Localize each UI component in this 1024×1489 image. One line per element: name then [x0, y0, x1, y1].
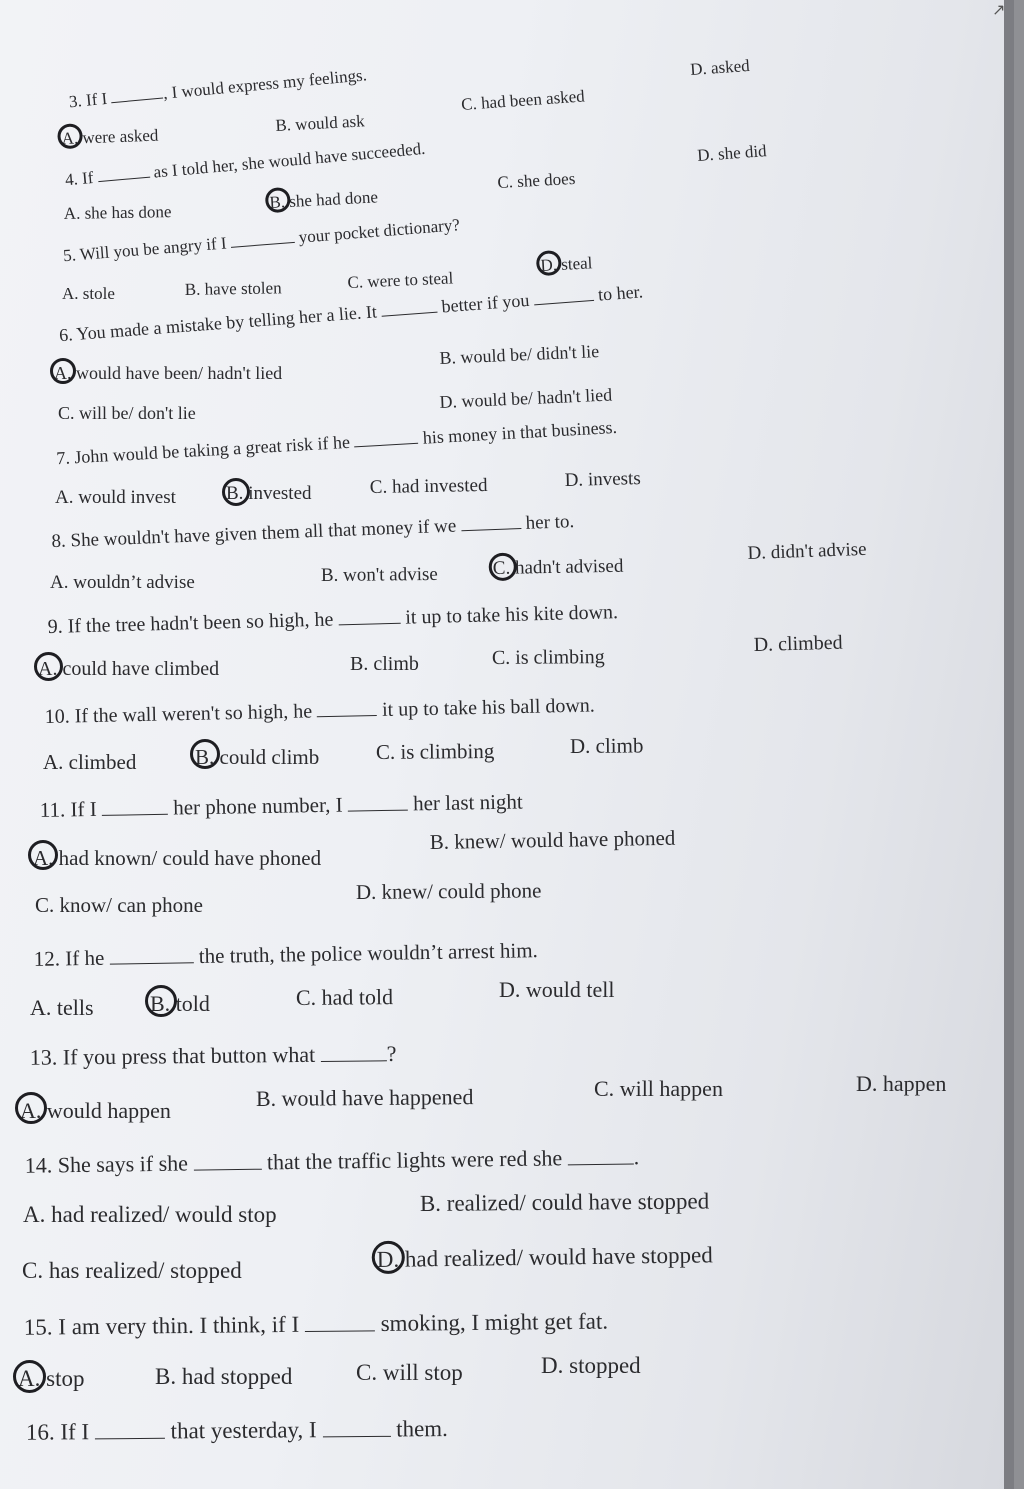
option-letter: C. — [347, 272, 364, 293]
answer-option-c — [370, 475, 488, 499]
option-letter: B. — [350, 653, 369, 675]
option-text: tells — [51, 995, 94, 1020]
question-text: . — [633, 1144, 640, 1170]
question-text: her to. — [520, 511, 575, 535]
question-text: If I — [70, 796, 103, 822]
question-stem — [30, 1040, 397, 1071]
option-text: would be/ didn't lie — [455, 341, 600, 368]
question-number: 9. — [47, 615, 63, 639]
option-letter: B. — [255, 1085, 277, 1111]
question-text: She wouldn't have given them all that money if we — [70, 515, 462, 552]
answer-option-a — [55, 487, 176, 509]
question-text: , I would express my feelings. — [162, 65, 368, 103]
answer-option-b — [350, 653, 419, 676]
option-letter: B. — [439, 347, 457, 369]
answer-option-d — [570, 733, 644, 759]
option-text: had told — [315, 984, 394, 1010]
answer-option-a — [23, 1202, 277, 1228]
option-text: had realized/ would have stopped — [399, 1242, 713, 1272]
option-letter: A. — [55, 487, 74, 508]
option-text: won't advise — [338, 563, 438, 586]
question-text: your pocket dictionary? — [293, 215, 461, 248]
answer-option-b — [275, 111, 365, 136]
question-text: his money in that business. — [417, 416, 618, 448]
question-stem — [40, 789, 523, 823]
answer-blank — [338, 605, 400, 626]
answer-option-a — [30, 995, 94, 1021]
option-text: were to steal — [362, 268, 454, 292]
selected-answer-circle — [145, 985, 177, 1017]
option-text: she did — [713, 141, 768, 164]
answer-option-a — [18, 1366, 84, 1392]
option-letter: D. — [747, 542, 767, 565]
answer-option-a — [62, 284, 115, 304]
question-text: If the tree hadn't been so high, he — [67, 608, 339, 638]
question-number: 4. — [64, 169, 79, 190]
option-text: stole — [78, 284, 115, 303]
answer-blank — [348, 791, 408, 812]
answer-option-b — [321, 564, 438, 587]
answer-option-d — [856, 1071, 946, 1097]
option-letter: D. — [753, 633, 774, 657]
answer-option-c — [497, 169, 576, 193]
answer-option-b — [195, 745, 319, 770]
option-text: will happen — [614, 1076, 723, 1101]
question-text: If I — [60, 1419, 95, 1445]
answer-option-d — [747, 539, 867, 565]
answer-option-b — [430, 826, 676, 855]
question-text: them. — [390, 1416, 448, 1442]
answer-option-a — [38, 658, 219, 681]
answer-option-a — [64, 202, 172, 224]
answer-blank — [317, 697, 377, 717]
question-text: If the wall weren't so high, he — [74, 700, 318, 728]
option-letter: C. — [493, 558, 511, 579]
option-text: would have been/ hadn't lied — [71, 363, 283, 383]
question-text: the truth, the police wouldn’t arrest him. — [193, 938, 539, 969]
answer-option-d — [499, 977, 615, 1003]
option-text: she has done — [80, 202, 172, 223]
question-number: 11. — [39, 797, 66, 822]
option-letter: D. — [569, 733, 591, 759]
question-stem — [47, 599, 618, 639]
answer-option-a — [61, 126, 158, 149]
option-text: would ask — [290, 111, 366, 135]
corner-mark: ↗ — [992, 0, 1006, 19]
question-number: 16. — [25, 1419, 55, 1445]
option-text: asked — [706, 55, 751, 78]
answer-option-b — [256, 1084, 474, 1112]
option-text: hadn't advised — [510, 555, 624, 579]
option-letter: A. — [50, 572, 69, 593]
option-letter: B. — [274, 115, 292, 136]
option-letter: D. — [355, 879, 377, 905]
answer-blank — [321, 1040, 387, 1061]
answer-option-d — [690, 56, 751, 80]
answer-blank — [193, 1149, 261, 1171]
answer-option-d — [377, 1242, 713, 1273]
option-letter: D. — [689, 58, 708, 80]
option-text: would be/ hadn't lied — [456, 384, 613, 412]
question-text: If I — [85, 88, 113, 110]
answer-option-a — [43, 750, 136, 775]
option-letter: B. — [419, 1190, 442, 1216]
answer-blank — [102, 795, 168, 816]
option-text: could have climbed — [57, 658, 220, 680]
option-letter: C. — [58, 403, 75, 423]
option-text: would have happened — [275, 1084, 474, 1111]
answer-option-b — [226, 483, 312, 505]
option-text: climb — [368, 653, 419, 675]
option-text: is climbing — [510, 646, 605, 669]
option-letter: A. — [61, 128, 78, 148]
option-letter: D. — [377, 1247, 400, 1272]
answer-blank — [230, 227, 295, 248]
option-letter: B. — [195, 745, 214, 769]
question-text: ? — [386, 1040, 397, 1067]
option-letter: A. — [30, 995, 52, 1020]
option-text: had realized/ would stop — [45, 1202, 277, 1227]
answer-option-d — [697, 141, 768, 166]
selected-answer-circle — [13, 1360, 46, 1393]
question-text: She says if she — [57, 1150, 194, 1178]
option-letter: A. — [38, 658, 57, 680]
answer-option-b — [420, 1188, 710, 1217]
option-letter: B. — [150, 991, 170, 1016]
answer-blank — [380, 296, 437, 317]
question-text: You made a mistake by telling her a lie. It — [75, 301, 382, 344]
answer-option-a — [54, 363, 282, 384]
option-letter: D. — [696, 144, 715, 166]
option-letter: A. — [62, 284, 79, 303]
question-stem — [51, 509, 575, 553]
answer-option-a — [20, 1098, 171, 1124]
option-text: will be/ don't lie — [74, 403, 196, 423]
option-letter: C. — [375, 739, 396, 765]
option-text: wouldn’t advise — [68, 572, 195, 593]
question-stem — [68, 64, 368, 112]
answer-blank — [110, 83, 163, 104]
question-text: as I told her, she would have succeeded. — [148, 138, 427, 182]
option-text: had been asked — [476, 86, 586, 113]
option-text: climbed — [772, 631, 843, 656]
option-letter: C. — [356, 1360, 378, 1385]
question-number: 5. — [62, 245, 77, 266]
answer-option-c — [493, 556, 624, 580]
answer-option-a — [50, 572, 195, 594]
option-letter: D. — [856, 1071, 878, 1096]
answer-blank — [95, 1417, 165, 1439]
answer-option-c — [35, 893, 203, 918]
option-text: realized/ could have stopped — [440, 1188, 710, 1216]
option-letter: B. — [155, 1364, 177, 1389]
question-text: John would be taking a great risk if he — [73, 431, 355, 468]
option-text: would happen — [41, 1098, 171, 1123]
question-number: 12. — [33, 946, 61, 971]
answer-option-c — [356, 1360, 463, 1386]
option-text: would tell — [520, 977, 615, 1002]
question-text: that the traffic lights were red she — [261, 1145, 568, 1175]
option-text: has realized/ stopped — [43, 1258, 242, 1283]
question-text: that yesterday, I — [164, 1417, 323, 1444]
selected-answer-circle — [222, 478, 250, 506]
answer-blank — [109, 943, 193, 964]
question-stem — [26, 1414, 448, 1445]
question-text: Will you be angry if I — [79, 233, 232, 264]
option-letter: D. — [564, 469, 584, 492]
question-text: to her. — [592, 281, 644, 306]
question-text: her phone number, I — [167, 792, 349, 820]
option-letter: A. — [63, 203, 81, 224]
option-letter: A. — [54, 363, 72, 383]
answer-option-c — [347, 268, 454, 293]
answer-option-c — [58, 403, 196, 424]
option-letter: C. — [369, 476, 388, 499]
option-text: she had done — [284, 187, 379, 212]
option-text: knew/ would have phoned — [448, 825, 676, 854]
question-text: better if you — [436, 289, 535, 317]
option-letter: A. — [43, 750, 64, 774]
answer-option-d — [753, 632, 842, 657]
question-stem — [44, 692, 595, 729]
answer-option-c — [461, 86, 586, 115]
option-letter: B. — [320, 564, 339, 587]
option-letter: B. — [184, 279, 201, 300]
question-number: 10. — [44, 705, 70, 729]
option-letter: A. — [20, 1098, 41, 1123]
answer-option-d — [439, 384, 612, 413]
question-number: 6. — [58, 324, 74, 346]
option-letter: C. — [491, 646, 511, 670]
option-text: had stopped — [176, 1364, 293, 1389]
question-text: If you press that button what — [62, 1041, 321, 1070]
option-text: is climbing — [395, 738, 495, 764]
answer-blank — [567, 1144, 633, 1166]
option-text: could climb — [214, 745, 320, 769]
answer-option-c — [492, 646, 605, 670]
option-letter: A. — [33, 846, 53, 870]
answer-option-b — [155, 1364, 292, 1390]
answer-option-d — [540, 253, 593, 276]
answer-blank — [322, 1415, 390, 1437]
answer-blank — [461, 511, 522, 531]
answer-blank — [354, 427, 419, 448]
question-number: 3. — [68, 91, 83, 112]
question-number: 15. — [23, 1314, 53, 1340]
option-text: stop — [40, 1366, 85, 1391]
answer-option-d — [356, 878, 542, 905]
answer-option-b — [150, 991, 210, 1017]
selected-answer-circle — [190, 739, 220, 769]
option-letter: C. — [496, 172, 514, 193]
option-letter: B. — [226, 483, 243, 504]
answer-option-c — [376, 739, 495, 765]
answer-blank — [97, 162, 150, 183]
option-text: would invest — [73, 487, 176, 508]
option-text: she does — [512, 168, 576, 192]
selected-answer-circle — [15, 1092, 47, 1124]
selected-answer-circle — [50, 358, 76, 384]
option-letter: C. — [22, 1258, 44, 1283]
option-text: didn't advise — [765, 538, 867, 564]
option-letter: A. — [23, 1202, 46, 1227]
question-number: 7. — [55, 447, 71, 469]
option-letter: D. — [439, 391, 458, 413]
question-text: smoking, I might get fat. — [374, 1308, 609, 1337]
question-text: it up to take his ball down. — [376, 694, 596, 722]
option-text: have stolen — [200, 278, 282, 299]
page-edge-shadow — [1004, 0, 1014, 1489]
option-letter: C. — [35, 893, 55, 917]
option-letter: D. — [541, 1353, 564, 1378]
selected-answer-circle — [28, 840, 58, 870]
option-letter: B. — [429, 829, 450, 855]
question-number: 8. — [51, 530, 67, 553]
option-text: know/ can phone — [54, 893, 203, 917]
answer-option-c — [296, 984, 393, 1011]
option-letter: C. — [295, 984, 317, 1011]
question-number: 14. — [24, 1152, 53, 1178]
option-text: steal — [556, 253, 593, 275]
answer-option-c — [594, 1076, 723, 1102]
selected-answer-circle — [34, 652, 63, 681]
option-letter: B. — [269, 192, 286, 212]
answer-option-d — [541, 1353, 641, 1379]
question-stem — [34, 937, 538, 972]
option-letter: C. — [594, 1076, 615, 1101]
option-text: will stop — [377, 1360, 463, 1385]
answer-option-b — [439, 341, 600, 369]
option-text: had invested — [387, 474, 488, 498]
answer-blank — [305, 1309, 375, 1331]
answer-option-b — [185, 278, 282, 300]
question-text: I am very thin. I think, if I — [58, 1311, 306, 1340]
option-text: invests — [582, 468, 641, 491]
option-text: stopped — [563, 1353, 641, 1378]
question-stem — [25, 1143, 640, 1178]
option-letter: C. — [460, 93, 478, 115]
question-text: it up to take his kite down. — [400, 601, 619, 629]
question-stem — [24, 1307, 608, 1341]
option-text: had known/ could have phoned — [53, 846, 322, 870]
answer-option-b — [269, 187, 379, 213]
question-text: If he — [65, 945, 110, 971]
option-text: happen — [877, 1071, 947, 1096]
answer-blank — [533, 284, 594, 306]
option-letter: D. — [540, 255, 558, 275]
answer-option-a — [33, 846, 321, 871]
option-letter: D. — [499, 977, 521, 1002]
question-number: 13. — [29, 1044, 58, 1070]
option-text: climb — [590, 733, 644, 758]
option-text: told — [170, 991, 210, 1016]
question-text: her last night — [407, 789, 523, 816]
option-letter: A. — [18, 1366, 40, 1391]
option-text: knew/ could phone — [376, 878, 542, 904]
answer-option-d — [564, 468, 641, 492]
answer-option-c — [22, 1258, 242, 1284]
option-text: climbed — [63, 750, 137, 774]
option-text: were asked — [77, 125, 159, 148]
question-text: If — [81, 167, 99, 188]
option-text: invested — [243, 483, 312, 504]
